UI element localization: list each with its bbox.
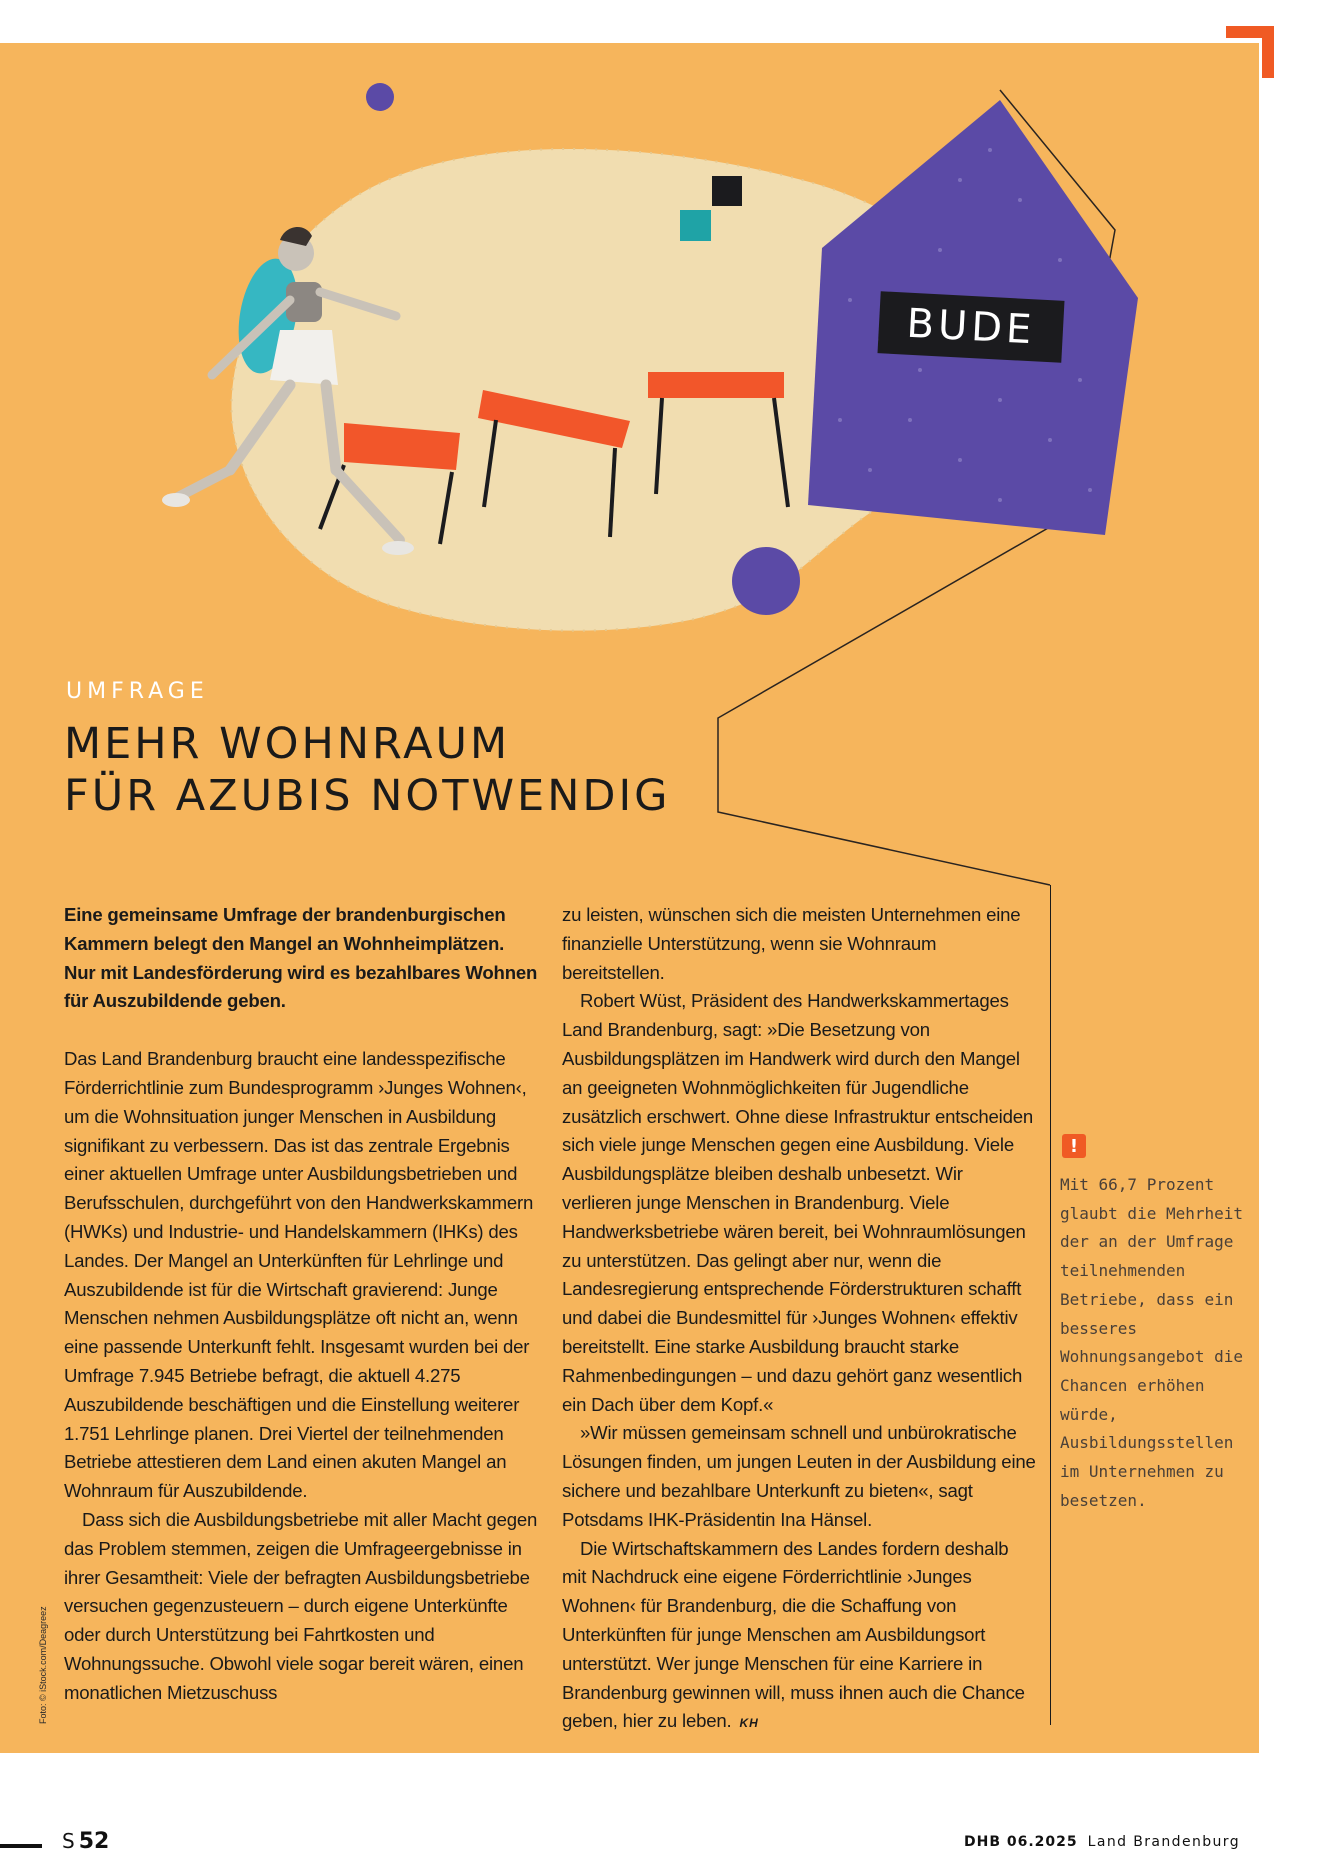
headline-line-1: MEHR WOHNRAUM bbox=[64, 719, 511, 769]
body-paragraph-2: Dass sich die Ausbildungsbetriebe mit aller Macht gegen das Problem stemmen, zeigen die Umfrageergebnisse in ihrer Gesamtheit: Viele der befragten Ausbildungsbetriebe versuchen gegenzusteuern – durch eigene Unterkünfte oder durch Unterstützung bei Fahrtkosten und Wohnungssuche. Obwohl viele sogar bereit wären, einen monatlichen Mietzuschuss bbox=[64, 1508, 538, 1703]
article-headline bbox=[64, 718, 671, 822]
article-column-2 bbox=[562, 901, 1036, 1738]
author-signature: KH bbox=[739, 1716, 759, 1731]
sidebar-fact: Mit 66,7 Prozent glaubt die Mehrheit der an der Umfrage teilnehmenden Betriebe, dass ein besseres Wohnungsangebot die Chancen erhöhen würde, Ausbildungsstellen im Unternehmen zu besetzen. bbox=[1060, 1175, 1244, 1510]
exclamation-icon: ! bbox=[1062, 1134, 1086, 1158]
black-pixel bbox=[712, 176, 742, 206]
body-paragraph-5-text: Die Wirtschaftskammern des Landes fordern deshalb mit Nachdruck eine eigene Förderrichtlinie ›Junges Wohnen‹ für Brandenburg, die die Schaffung von Unterkünften für junge Menschen am Ausbildungsort unterstützt. Wer junge Menschen für eine Karriere in Brandenburg gewinnen will, muss ihnen auch die Chance geben, hier zu leben. bbox=[562, 1537, 1025, 1732]
small-purple-dot bbox=[366, 83, 394, 111]
headline-line-2: FÜR AZUBIS NOTWENDIG bbox=[64, 771, 671, 821]
large-purple-dot bbox=[732, 547, 800, 615]
page-prefix: S bbox=[62, 1829, 75, 1853]
teal-pixel bbox=[680, 210, 711, 241]
body-paragraph-1: Das Land Brandenburg braucht eine landesspezifische Förderrichtlinie zum Bundesprogramm ›Junges Wohnen‹, um die Wohnsituation junger Menschen in Ausbildung signifikant zu verbessern. Das ist das zentrale Ergebnis einer aktuellen Umfrage unter Ausbildungsbetrieben und Berufsschulen, durchgeführt von den Handwerkskammern (HWKs) und Industrie- und Handelskammern (IHKs) des Landes. Der Mangel an Unterkünften für Lehrlinge und Auszubildende ist für die Wirtschaft gravierend: Junge Menschen nehmen Ausbildungsplätze oft nicht an, wenn eine passende Unterkunft fehlt. Insgesamt wurden bei der Umfrage 7.945 Betriebe befragt, die aktuell 4.275 Auszubildende beschäftigen und die Einstellung weiterer 1.751 Lehrlinge planen. Drei Viertel der teilnehmenden Betriebe attestieren dem Land einen akuten Mangel an Wohnraum für Auszubildende. bbox=[64, 1048, 534, 1502]
bude-sign: BUDE bbox=[878, 291, 1065, 363]
body-paragraph-2-continued: zu leisten, wünschen sich die meisten Unternehmen eine finanzielle Unterstützung, wenn sie Wohnraum bereitstellen. bbox=[562, 904, 1021, 983]
body-paragraph-3: Robert Wüst, Präsident des Handwerkskammertages Land Brandenburg, sagt: »Die Besetzung von Ausbildungsplätzen im Handwerk wird durch den Mangel an geeigneten Wohnmöglichkeiten für Jugendliche zusätzlich erschwert. Ohne diese Infrastruktur entscheiden sich viele junge Menschen gegen eine Ausbildung. Viele Ausbildungsplätze bleiben deshalb unbesetzt. Wir verlieren junge Menschen in Brandenburg. Viele Handwerksbetriebe wären bereit, bei Wohnraumlösungen zu unterstützen. Das gelingt aber nur, wenn die Landesregierung entsprechende Förderstrukturen schafft und dabei die Bundesmittel für ›Junges Wohnen‹ effektiv bereitstellt. Eine starke Ausbildung braucht starke Rahmenbedingungen – und dazu gehört ganz wesentlich ein Dach über dem Kopf.« bbox=[562, 990, 1034, 1415]
section-label: Land Brandenburg bbox=[1087, 1834, 1240, 1850]
body-paragraph-4: »Wir müssen gemeinsam schnell und unbürokratische Lösungen finden, um jungen Leuten in der Ausbildung eine sichere und bezahlbare Unterkunft zu bieten«, sagt Potsdams IHK-Präsidentin Ina Hänsel. bbox=[562, 1422, 1036, 1530]
article-lead: Eine gemeinsame Umfrage der brandenburgischen Kammern belegt den Mangel an Wohnheimplätzen. Nur mit Landesförderung wird es bezahlbares Wohnen für Auszubildende geben. bbox=[64, 904, 538, 1012]
article-kicker: UMFRAGE bbox=[66, 679, 209, 704]
article-column-1 bbox=[64, 901, 538, 1708]
photo-credit: Foto: © iStock.com/Deagreez bbox=[38, 1606, 48, 1724]
issue-info bbox=[964, 1834, 1240, 1850]
page-number-value: 52 bbox=[78, 1829, 110, 1854]
sidebar-divider bbox=[1050, 885, 1051, 1725]
footer-bar bbox=[0, 1844, 42, 1848]
body-paragraph-5 bbox=[562, 1535, 1036, 1739]
page-number bbox=[62, 1829, 109, 1854]
issue-label: DHB 06.2025 bbox=[964, 1834, 1078, 1850]
